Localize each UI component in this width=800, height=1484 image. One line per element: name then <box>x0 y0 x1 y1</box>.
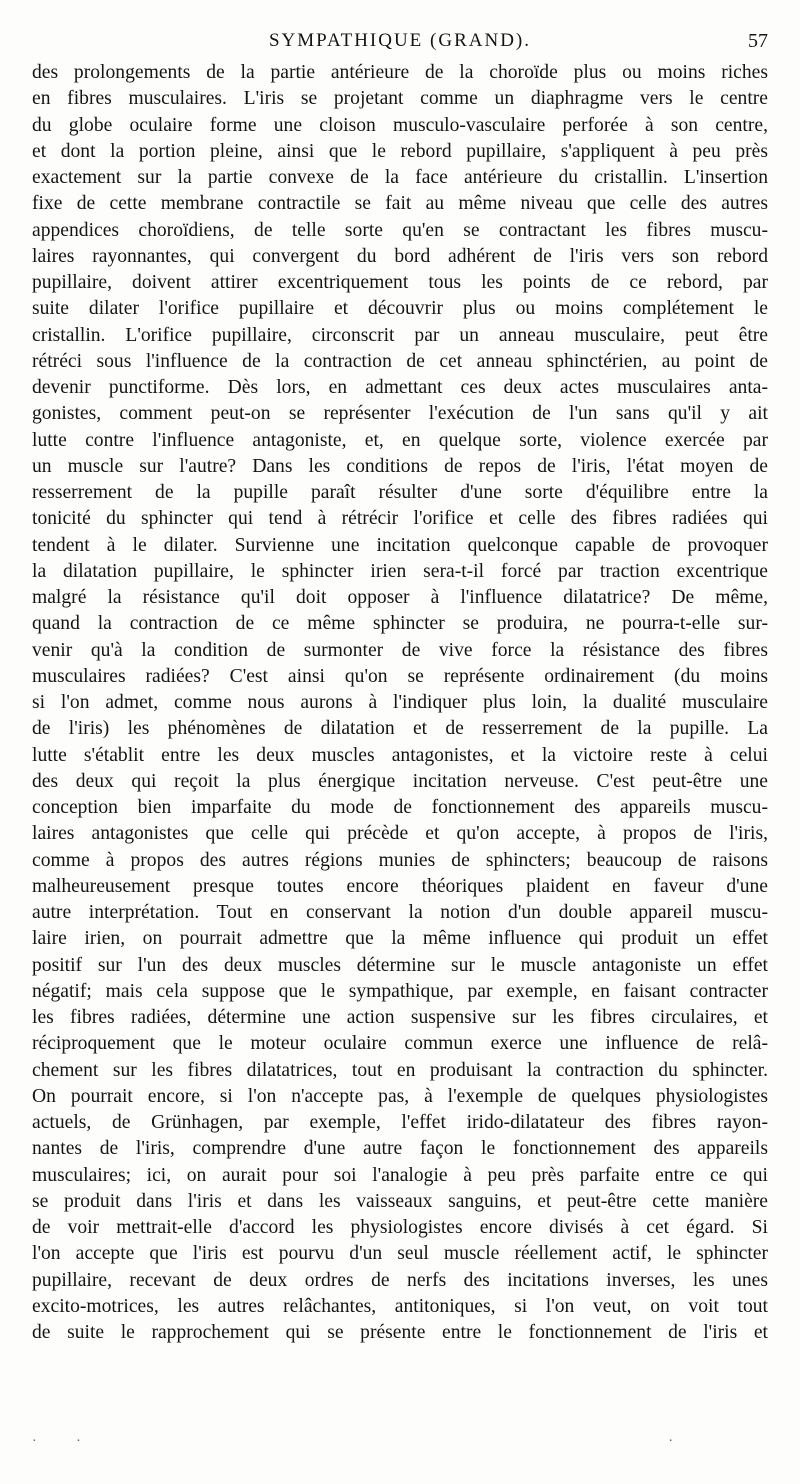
text-line: et dont la portion pleine, ainsi que le rebord pupillaire, s'appliquent à peu près <box>32 140 768 162</box>
text-line: exactement sur la partie convexe de la face antérieure du cristallin. L'insertion <box>32 167 768 188</box>
text-line: excito-motrices, les autres relâchantes, antitoniques, si l'on veut, on voit tout <box>32 1295 768 1317</box>
text-line: laires antagonistes que celle qui précède et qu'on accepte, à propos de l'iris, <box>32 823 768 845</box>
text-line: pupillaire, doivent attirer excentriquement tous les points de ce rebord, par <box>32 272 768 293</box>
text-line: laires rayonnantes, qui convergent du bord adhérent de l'iris vers son rebord <box>32 245 768 267</box>
text-line: les fibres radiées, détermine une action suspensive sur les fibres circulaires, et <box>32 1007 768 1028</box>
page-number: 57 <box>748 30 768 52</box>
text-line: un muscle sur l'autre? Dans les conditions de repos de l'iris, l'état moyen de <box>32 455 768 477</box>
text-line: rétréci sous l'influence de la contraction de cet anneau sphinctérien, au point de <box>32 350 768 372</box>
text-line: lutte s'établit entre les deux muscles antagonistes, et la victoire reste à celui <box>32 744 768 766</box>
text-line: l'on accepte que l'iris est pourvu d'un seul muscle réellement actif, le sphincter <box>32 1243 768 1265</box>
text-line: comme à propos des autres régions munies de sphincters; beaucoup de raisons <box>32 849 768 871</box>
text-line: de suite le rapprochement qui se présente entre le fonctionnement de l'iris et <box>32 1322 768 1343</box>
body-text <box>32 60 768 1346</box>
text-line: nantes de l'iris, comprendre d'une autre façon le fonctionnement des appareils <box>32 1138 768 1160</box>
text-line: des deux qui reçoit la plus énergique incitation nerveuse. C'est peut-être une <box>32 770 768 792</box>
text-line: quand la contraction de ce même sphincter se produira, ne pourra-t-elle sur- <box>32 613 768 635</box>
text-line: gonistes, comment peut-on se représenter l'exécution de l'un sans qu'il y ait <box>32 403 768 425</box>
text-line: appendices choroïdiens, de telle sorte qu'en se contractant les fibres muscu- <box>32 219 768 241</box>
running-title: SYMPATHIQUE (GRAND). <box>268 30 532 51</box>
text-line: tendent à le dilater. Survienne une incitation quelconque capable de provoquer <box>32 534 768 556</box>
text-line: venir qu'à la condition de surmonter de vive force la résistance des fibres <box>32 639 768 661</box>
text-line: si l'on admet, comme nous aurons à l'indiquer plus loin, la dualité musculaire <box>32 692 768 713</box>
text-line: autre interprétation. Tout en conservant la notion d'un double appareil muscu- <box>32 902 768 923</box>
text-line: se produit dans l'iris et dans les vaisseaux sanguins, et peut-être cette manière <box>32 1190 768 1212</box>
text-line: positif sur l'un des deux muscles détermine sur le muscle antagoniste un effet <box>32 954 768 976</box>
page-header <box>32 30 768 56</box>
text-line: chement sur les fibres dilatatrices, tout en produisant la contraction du sphincter. <box>32 1059 768 1081</box>
text-line: actuels, de Grünhagen, par exemple, l'effet irido-dilatateur des fibres rayon- <box>32 1112 768 1133</box>
text-line: laire irien, on pourrait admettre que la même influence qui produit un effet <box>32 928 768 950</box>
footer-mark-right: · <box>668 1434 673 1449</box>
text-line: lutte contre l'influence antagoniste, et, en quelque sorte, violence exercée par <box>32 429 768 451</box>
text-line: du globe oculaire forme une cloison musculo-vasculaire perforée à son centre, <box>32 114 768 136</box>
text-line: On pourrait encore, si l'on n'accepte pas, à l'exemple de quelques physiologistes <box>32 1085 768 1107</box>
text-line: fixe de cette membrane contractile se fait au même niveau que celle des autres <box>32 193 768 215</box>
footer-mark-left: · · <box>32 1434 99 1449</box>
text-line: conception bien imparfaite du mode de fonctionnement des appareils muscu- <box>32 797 768 818</box>
text-line: musculaires; ici, on aurait pour soi l'analogie à peu près parfaite entre ce qui <box>32 1164 768 1186</box>
footer-marks <box>32 1434 768 1454</box>
text-line: tonicité du sphincter qui tend à rétrécir l'orifice et celle des fibres radiées qui <box>32 508 768 530</box>
text-line: devenir punctiforme. Dès lors, en admettant ces deux actes musculaires anta- <box>32 377 768 398</box>
text-line: des prolongements de la partie antérieure de la choroïde plus ou moins riches <box>32 62 768 83</box>
text-line: négatif; mais cela suppose que le sympathique, par exemple, en faisant contracter <box>32 980 768 1002</box>
text-line: de l'iris) les phénomènes de dilatation et de resserrement de la pupille. La <box>32 718 768 740</box>
text-line: malheureusement presque toutes encore théoriques plaident en faveur d'une <box>32 875 768 897</box>
text-line: pupillaire, recevant de deux ordres de nerfs des incitations inverses, les unes <box>32 1269 768 1291</box>
text-line: resserrement de la pupille paraît résulter d'une sorte d'équilibre entre la <box>32 482 768 503</box>
text-line: en fibres musculaires. L'iris se projetant comme un diaphragme vers le centre <box>32 88 768 110</box>
text-line: malgré la résistance qu'il doit opposer à l'influence dilatatrice? De même, <box>32 587 768 608</box>
text-line: la dilatation pupillaire, le sphincter irien sera-t-il forcé par traction excentrique <box>32 560 768 582</box>
text-line: cristallin. L'orifice pupillaire, circonscrit par un anneau musculaire, peut être <box>32 324 768 346</box>
text-line: musculaires radiées? C'est ainsi qu'on se représente ordinairement (du moins <box>32 665 768 687</box>
text-line: réciproquement que le moteur oculaire commun exerce une influence de relâ- <box>32 1033 768 1055</box>
text-line: de voir mettrait-elle d'accord les physiologistes encore divisés à cet égard. Si <box>32 1217 768 1238</box>
text-line: suite dilater l'orifice pupillaire et découvrir plus ou moins complétement le <box>32 298 768 320</box>
